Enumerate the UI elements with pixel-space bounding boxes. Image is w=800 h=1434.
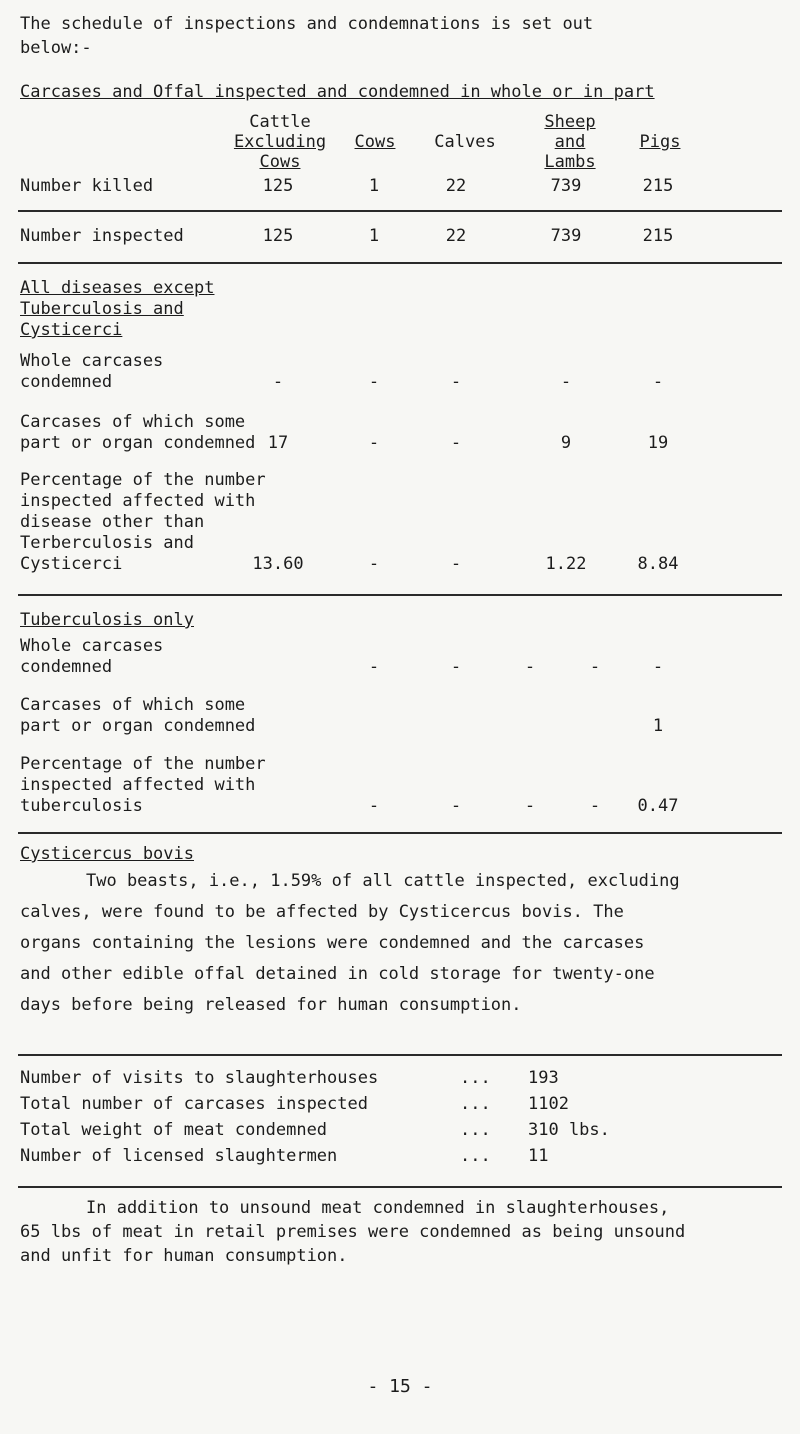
table-cell: 13.60	[252, 554, 304, 574]
table-heading: Carcases and Offal inspected and condemned in whole or in part	[20, 82, 655, 102]
col-cattle-header: Cattle Excluding Cows	[233, 112, 327, 172]
summary-dots: ...	[460, 1146, 491, 1166]
intro-line-2: below:-	[20, 38, 92, 58]
page-number: - 15 -	[367, 1376, 433, 1397]
table-cell: 739	[550, 176, 582, 196]
table-cell: -	[450, 372, 462, 392]
table-cell: 1	[368, 226, 380, 246]
table-cell: -	[450, 433, 462, 453]
summary-label: Number of licensed slaughtermen	[20, 1146, 338, 1166]
table-cell: 1.22	[545, 554, 587, 574]
col-pigs-header: Pigs	[639, 132, 681, 152]
summary-dots: ...	[460, 1068, 491, 1088]
summary-dots: ...	[460, 1120, 491, 1140]
row-inspected-label: Number inspected	[20, 226, 184, 246]
summary-value: 1102	[528, 1094, 569, 1114]
divider	[18, 1054, 782, 1056]
table-cell: 215	[642, 226, 674, 246]
table-cell: 739	[550, 226, 582, 246]
col-calves-header: Calves	[434, 132, 496, 152]
table-cell: 125	[262, 226, 294, 246]
table-cell: -	[368, 433, 380, 453]
table-cell: -	[524, 796, 536, 816]
row-killed-label: Number killed	[20, 176, 154, 196]
table-cell: 9	[560, 433, 572, 453]
table-cell: -	[368, 372, 380, 392]
summary-dots: ...	[460, 1094, 491, 1114]
table-cell: -	[450, 554, 462, 574]
summary-label: Number of visits to slaughterhouses	[20, 1068, 379, 1088]
table-cell: 125	[262, 176, 294, 196]
divider	[18, 210, 782, 212]
divider	[18, 594, 782, 596]
table-cell: 17	[267, 433, 289, 453]
cysticercus-paragraph: Two beasts, i.e., 1.59% of all cattle inspected, excluding calves, were found to be affected by Cysticercus bovis. The organs containing the lesions were condemned and the carcases and other edible offal detained in cold storage for twenty-one days before being released for human consumption.	[20, 871, 680, 1015]
summary-value: 193	[528, 1068, 559, 1088]
section-tb-heading: Tuberculosis only	[20, 610, 194, 630]
table-cell: -	[589, 657, 601, 677]
table-cell: -	[450, 657, 462, 677]
table-cell: 22	[445, 176, 467, 196]
table-cell: 1	[652, 716, 664, 736]
table-cell: 22	[445, 226, 467, 246]
table-cell: -	[652, 657, 664, 677]
col-cows-header: Cows	[354, 132, 396, 152]
table-cell: 8.84	[637, 554, 679, 574]
table-cell: -	[560, 372, 572, 392]
summary-label: Total number of carcases inspected	[20, 1094, 368, 1114]
table-cell: 0.47	[637, 796, 679, 816]
summary-value: 11	[528, 1146, 549, 1166]
table-cell: -	[368, 657, 380, 677]
table-cell: -	[272, 372, 284, 392]
table-cell: 215	[642, 176, 674, 196]
table-cell: -	[368, 796, 380, 816]
table-cell: -	[450, 796, 462, 816]
intro-line-1: The schedule of inspections and condemnations is set out	[20, 14, 594, 34]
table-cell: 19	[647, 433, 669, 453]
col-sheep-header: Sheep and Lambs	[544, 112, 596, 172]
divider	[18, 262, 782, 264]
table-cell: -	[524, 657, 536, 677]
table-cell: -	[652, 372, 664, 392]
table-cell: 1	[368, 176, 380, 196]
cysticercus-heading: Cysticercus bovis	[20, 844, 194, 864]
closing-paragraph: In addition to unsound meat condemned in slaughterhouses, 65 lbs of meat in retail premises were condemned as being unsound and unfit for human consumption.	[20, 1198, 686, 1266]
summary-label: Total weight of meat condemned	[20, 1120, 328, 1140]
table-cell: -	[368, 554, 380, 574]
divider	[18, 1186, 782, 1188]
divider	[18, 832, 782, 834]
summary-value: 310 lbs.	[528, 1120, 610, 1140]
table-cell: -	[589, 796, 601, 816]
